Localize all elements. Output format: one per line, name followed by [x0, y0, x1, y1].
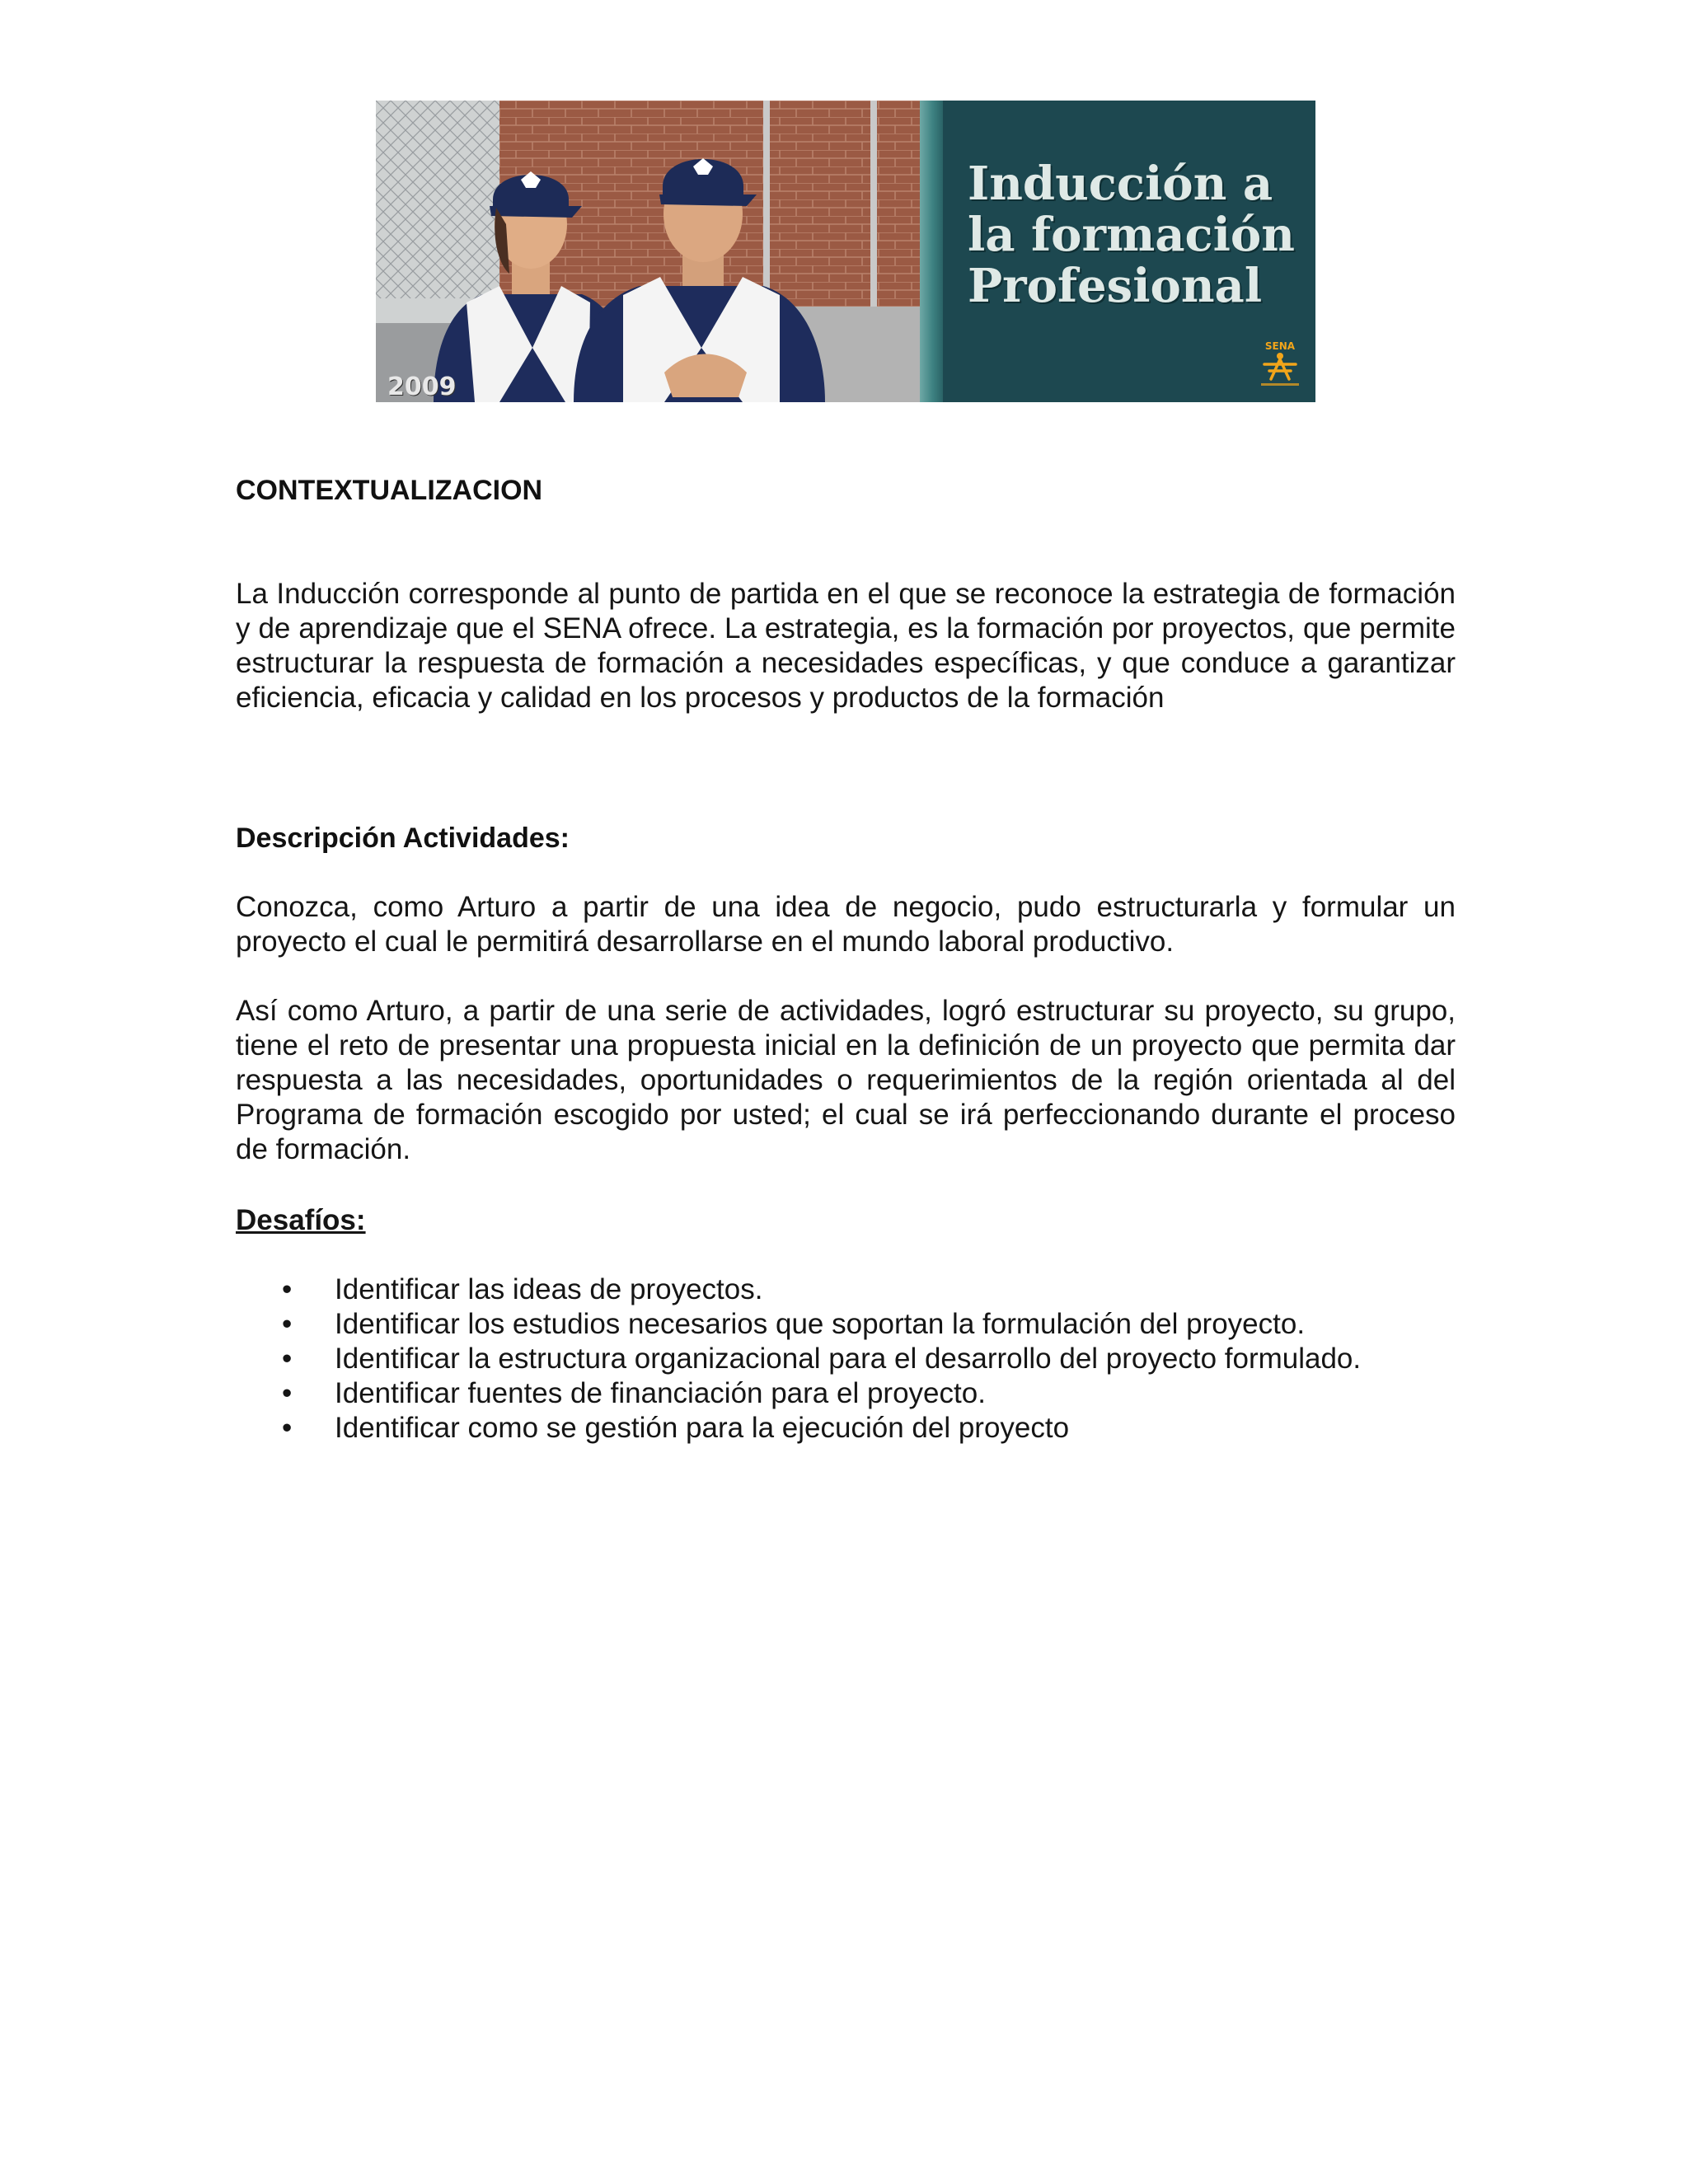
bullet-icon: •	[282, 1343, 293, 1375]
banner-stripe	[920, 101, 943, 402]
banner-title-line-3: Profesional	[968, 259, 1263, 313]
list-item	[236, 1272, 1361, 1307]
bullet-icon: •	[282, 1412, 293, 1444]
banner-title-panel	[943, 101, 1315, 402]
challenge-text: Identificar los estudios necesarios que soportan la formulación del proyecto.	[335, 1308, 1306, 1340]
challenge-text: Identificar las ideas de proyectos.	[335, 1273, 763, 1305]
challenge-text: Identificar fuentes de financiación para el proyecto.	[335, 1377, 986, 1409]
list-item	[236, 1307, 1361, 1342]
banner-photo	[376, 101, 920, 402]
context-paragraph: La Inducción corresponde al punto de partida en el que se reconoce la estrategia de formación y de aprendizaje que el SENA ofrece. La estrategia, es la formación por proyectos, que permite estructurar la respuesta de formación a necesidades específicas, y que conduce a garantizar eficiencia, eficacia y calidad en los procesos y productos de la formación	[236, 578, 1456, 714]
sena-logo-text: SENA	[1264, 340, 1296, 352]
list-item	[236, 1411, 1361, 1446]
challenges-heading: Desafíos:	[236, 1204, 366, 1236]
list-item	[236, 1342, 1361, 1376]
bullet-icon: •	[282, 1273, 293, 1305]
challenges-list	[236, 1272, 1361, 1446]
banner-title	[968, 158, 1314, 312]
challenge-text: Identificar la estructura organizacional para el desarrollo del proyecto formulado.	[335, 1343, 1362, 1375]
sena-logo-icon	[1254, 340, 1306, 389]
header-banner	[376, 101, 1315, 402]
list-item	[236, 1376, 1361, 1411]
banner-title-line-1: Inducción a	[968, 157, 1273, 211]
activities-paragraph-1: Conozca, como Arturo a partir de una idea de negocio, pudo estructurarla y formular un proyecto el cual le permitirá desarrollarse en el mundo laboral productivo.	[236, 891, 1456, 958]
banner-title-line-2: la formación	[968, 208, 1295, 262]
bullet-icon: •	[282, 1377, 293, 1409]
challenge-text: Identificar como se gestión para la ejecución del proyecto	[335, 1412, 1070, 1444]
activities-heading: Descripción Actividades:	[236, 823, 570, 854]
activities-paragraph-2: Así como Arturo, a partir de una serie de actividades, logró estructurar su proyecto, su grupo, tiene el reto de presentar una propuesta inicial en la definición de un proyecto que permita dar respuesta a las necesidades, oportunidades o requerimientos de la región orientada al del Programa de formación escogido por usted; el cual se irá perfeccionando durante el proceso de formación.	[236, 995, 1456, 1165]
banner-year: 2009	[387, 373, 457, 401]
context-heading: CONTEXTUALIZACION	[236, 475, 543, 506]
bullet-icon: •	[282, 1308, 293, 1340]
